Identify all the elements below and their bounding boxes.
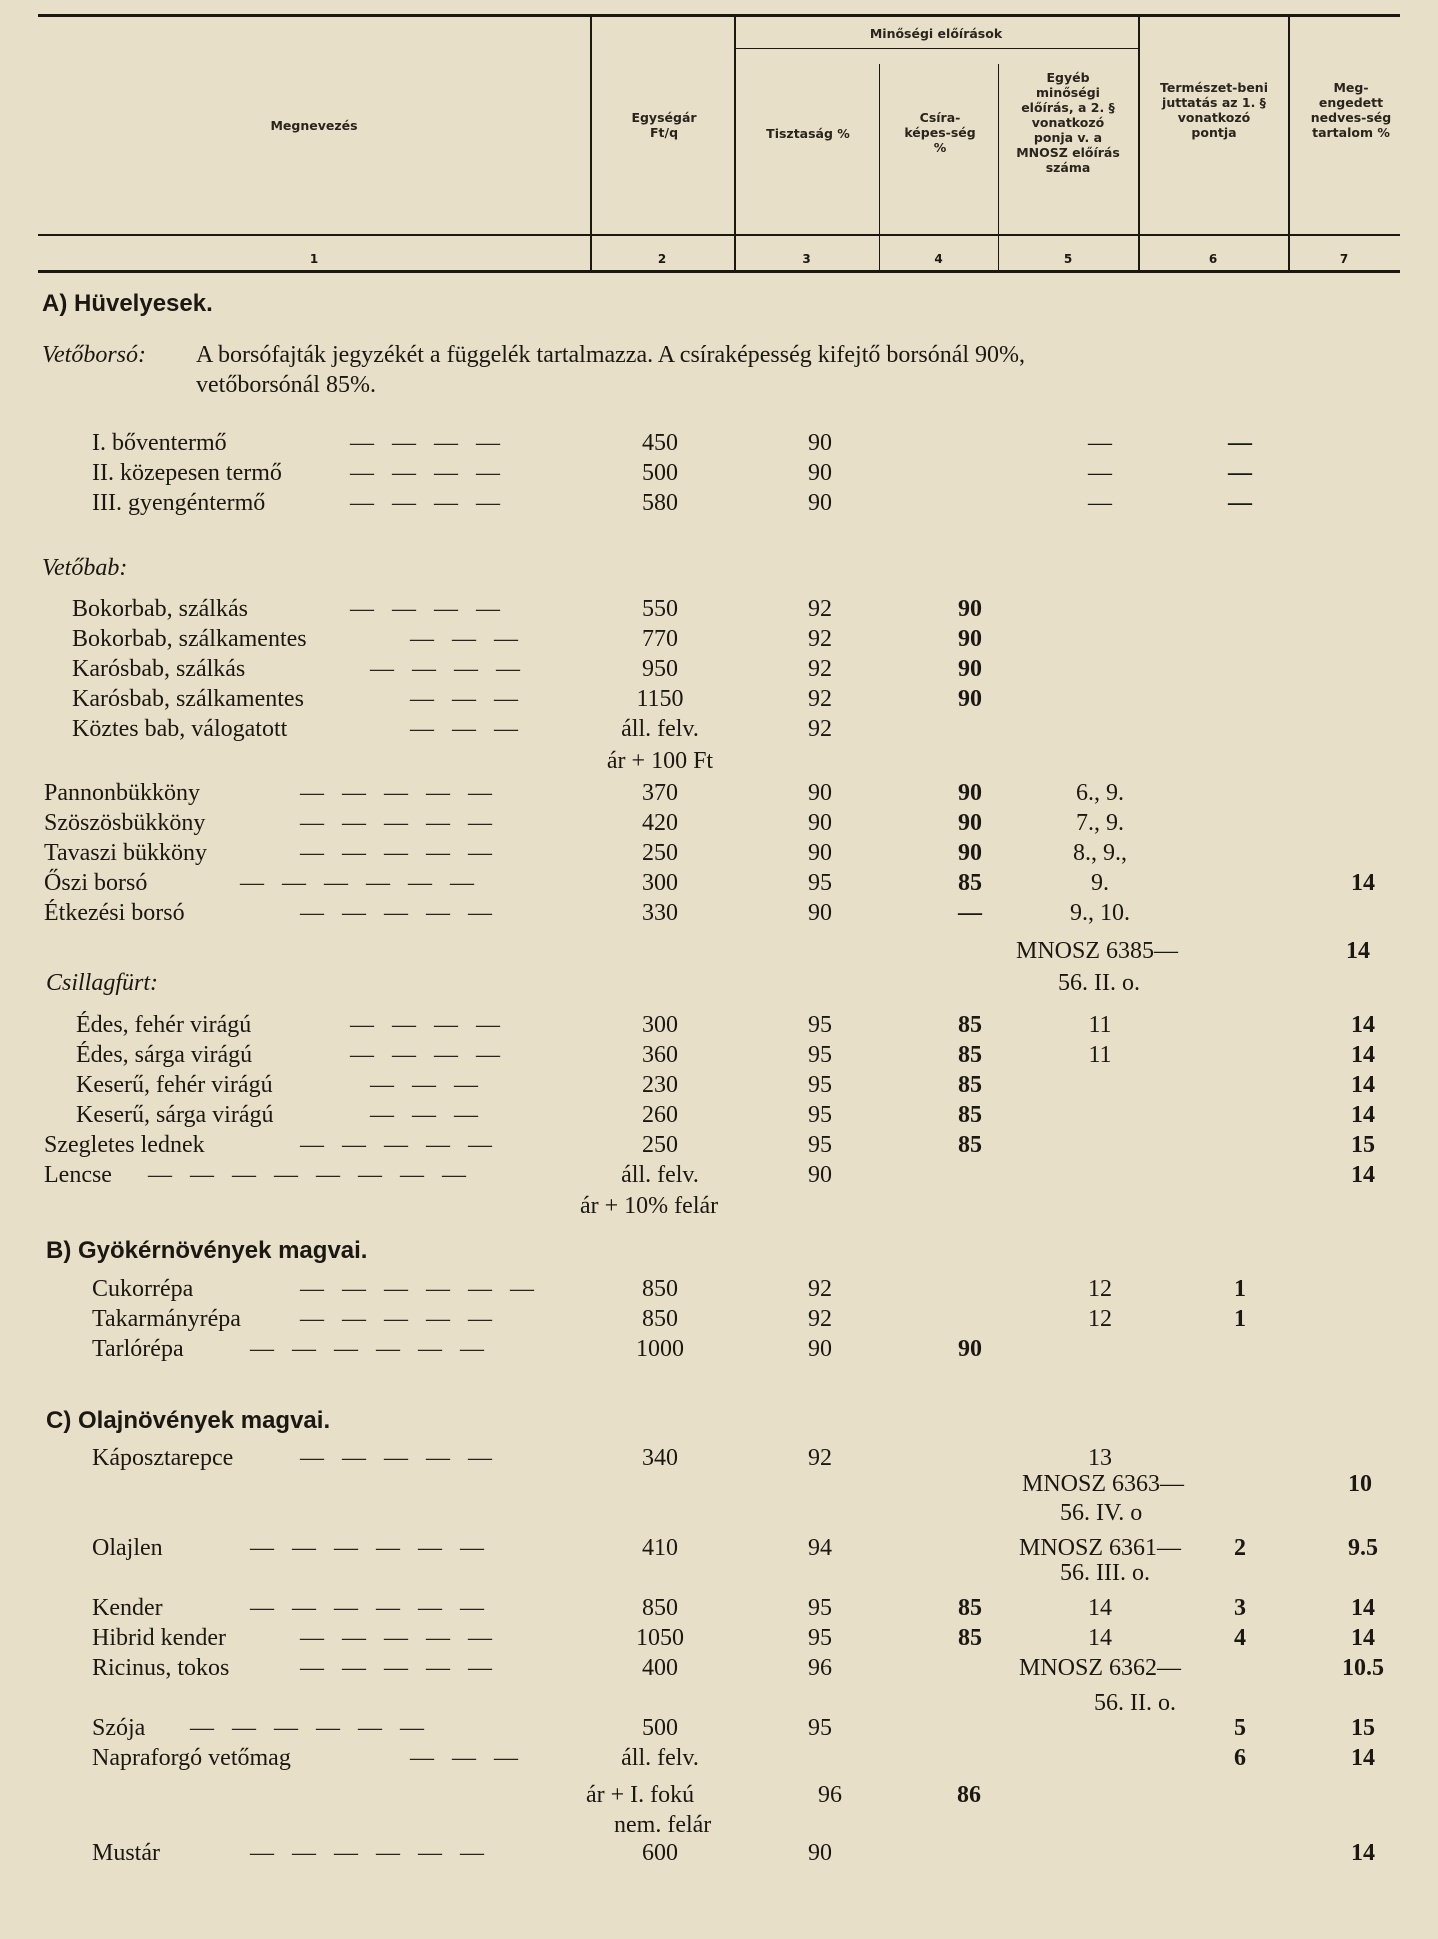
- col-number: 6: [1208, 252, 1218, 266]
- germination-value: 90: [958, 656, 982, 682]
- purity-value: 95: [808, 1012, 832, 1038]
- leader-dashes: — — —: [370, 1102, 484, 1128]
- leader-dashes: — — — — —: [300, 1306, 498, 1332]
- col-divider: [734, 16, 736, 272]
- table-row: [0, 594, 1438, 624]
- unit-price: 1050: [636, 1625, 684, 1651]
- leader-dashes: — — — — —: [300, 810, 498, 836]
- leader-dashes: — — — —: [350, 1042, 506, 1068]
- moisture-value: 14: [1351, 1840, 1375, 1866]
- top-rule: [38, 14, 1400, 17]
- price-continuation: ár + 100 Ft: [606, 748, 714, 774]
- item-name: Cukorrépa: [92, 1276, 194, 1302]
- header-bottom-rule: [38, 270, 1400, 273]
- other-continuation: 56. II. o.: [1094, 1690, 1176, 1716]
- unit-price: áll. felv.: [621, 1162, 699, 1188]
- section-heading: B) Gyökérnövények magvai.: [46, 1237, 368, 1264]
- table-row: [0, 714, 1438, 744]
- moisture-value: 14: [1351, 1102, 1375, 1128]
- item-name: Lencse: [44, 1162, 112, 1188]
- purity-value: 92: [808, 596, 832, 622]
- col-header-natural: Természet-beni juttatás az 1. § vonatkozó pontja: [1160, 80, 1268, 140]
- leader-dashes: — — —: [410, 626, 524, 652]
- unit-price: 770: [642, 626, 678, 652]
- col-number: 1: [309, 252, 319, 266]
- note-text: A borsófajták jegyzékét a függelék tartalmazza. A csíraképesség kifejtő borsónál 90%,: [196, 342, 1026, 368]
- purity-value: 90: [808, 840, 832, 866]
- item-name: Pannonbükköny: [44, 780, 200, 806]
- other-requirement: 12: [1088, 1276, 1112, 1302]
- table-row: [0, 1838, 1438, 1868]
- unit-price: 550: [642, 596, 678, 622]
- unit-price: 600: [642, 1840, 678, 1866]
- leader-dashes: — — — — — — — —: [148, 1162, 472, 1188]
- item-name: Tarlórépa: [92, 1336, 184, 1362]
- leader-dashes: — — —: [410, 686, 524, 712]
- germination-value: 85: [958, 1625, 982, 1651]
- leader-dashes: — — — —: [350, 460, 506, 486]
- col-header-purity: Tisztaság %: [766, 126, 850, 141]
- germination-value: 90: [958, 626, 982, 652]
- unit-price: 410: [642, 1535, 678, 1561]
- moisture-value: 14: [1351, 870, 1375, 896]
- table-row: [0, 778, 1438, 808]
- other-requirement: 8., 9.,: [1073, 840, 1127, 866]
- section-heading: A) Hüvelyesek.: [42, 290, 213, 317]
- table-row: [0, 428, 1438, 458]
- col-header-other: Egyéb minőségi előírás, a 2. § vonatkozó ponja v. a MNOSZ előírás száma: [1016, 70, 1120, 175]
- moisture-value: 9.5: [1348, 1535, 1378, 1561]
- leader-dashes: — — — — — —: [250, 1595, 490, 1621]
- table-row: [0, 1443, 1438, 1473]
- col-divider: [590, 16, 592, 272]
- other-continuation: MNOSZ 6385—: [1016, 938, 1179, 964]
- germination-value: 90: [958, 780, 982, 806]
- section-heading: C) Olajnövények magvai.: [46, 1407, 331, 1434]
- unit-price: 400: [642, 1655, 678, 1681]
- unit-price: 230: [642, 1072, 678, 1098]
- purity-value: 96: [808, 1655, 832, 1681]
- natural-allowance: 1: [1234, 1276, 1246, 1302]
- unit-price: 250: [642, 840, 678, 866]
- natural-allowance: —: [1228, 460, 1252, 486]
- other-requirement: 14: [1088, 1595, 1112, 1621]
- germination-value: 85: [958, 1102, 982, 1128]
- unit-price: 300: [642, 1012, 678, 1038]
- purity-value: 95: [808, 1595, 832, 1621]
- subsection-label: Vetőborsó:: [42, 342, 146, 368]
- germination-value: 85: [958, 1595, 982, 1621]
- natural-allowance: 3: [1234, 1595, 1246, 1621]
- purity-value: 92: [808, 1306, 832, 1332]
- leader-dashes: — — — —: [350, 1012, 506, 1038]
- col-divider: [879, 64, 880, 272]
- purity-value: 92: [808, 1276, 832, 1302]
- table-row: [0, 898, 1438, 928]
- leader-dashes: — — — — —: [300, 900, 498, 926]
- purity-value: 95: [808, 1042, 832, 1068]
- leader-dashes: — — — — —: [300, 1445, 498, 1471]
- table-row: [0, 1533, 1438, 1563]
- leader-dashes: — — — — — —: [250, 1840, 490, 1866]
- purity-value: 94: [808, 1535, 832, 1561]
- table-row: [0, 1713, 1438, 1743]
- purity-value: 90: [808, 810, 832, 836]
- germination-value: 85: [958, 870, 982, 896]
- moisture-value: 14: [1351, 1162, 1375, 1188]
- unit-price: 850: [642, 1595, 678, 1621]
- item-name: Őszi borsó: [44, 870, 148, 896]
- other-requirement: MNOSZ 6361—: [1018, 1535, 1181, 1561]
- group-underline: [734, 48, 1138, 49]
- unit-price: 340: [642, 1445, 678, 1471]
- leader-dashes: — — —: [410, 716, 524, 742]
- unit-price: 330: [642, 900, 678, 926]
- table-row: [0, 1274, 1438, 1304]
- subsection-label: Vetőbab:: [42, 555, 128, 581]
- table-row: [0, 1593, 1438, 1623]
- purity-value: 90: [808, 780, 832, 806]
- table-row: [0, 1743, 1438, 1773]
- moisture-value: 14: [1351, 1625, 1375, 1651]
- purity-value: 90: [808, 1162, 832, 1188]
- other-requirement: —: [1088, 490, 1112, 516]
- table-row: [0, 488, 1438, 518]
- other-continuation: 56. IV. o: [1060, 1500, 1143, 1526]
- col-header-name: Megnevezés: [270, 118, 358, 133]
- item-name: III. gyengéntermő: [92, 490, 266, 516]
- germination-value: 90: [958, 596, 982, 622]
- table-row: [0, 1010, 1438, 1040]
- germination-value: 90: [958, 810, 982, 836]
- table-row: [0, 684, 1438, 714]
- germination-continuation: 86: [957, 1782, 981, 1808]
- col-number: 5: [1063, 252, 1073, 266]
- natural-allowance: 4: [1234, 1625, 1246, 1651]
- other-requirement: 14: [1088, 1625, 1112, 1651]
- price-continuation: ár + 10% felár: [580, 1193, 719, 1219]
- col-divider: [998, 64, 999, 272]
- natural-allowance: 1: [1234, 1306, 1246, 1332]
- item-name: Kender: [92, 1595, 163, 1621]
- leader-dashes: — — — — —: [300, 780, 498, 806]
- unit-price: 360: [642, 1042, 678, 1068]
- item-name: Édes, fehér virágú: [76, 1012, 252, 1038]
- purity-value: 90: [808, 900, 832, 926]
- purity-value: 92: [808, 1445, 832, 1471]
- unit-price: 420: [642, 810, 678, 836]
- other-requirement: 11: [1088, 1012, 1112, 1038]
- item-name: Köztes bab, válogatott: [72, 716, 288, 742]
- item-name: Mustár: [92, 1840, 160, 1866]
- unit-price: áll. felv.: [621, 716, 699, 742]
- unit-price: 500: [642, 1715, 678, 1741]
- purity-value: 95: [808, 1132, 832, 1158]
- other-requirement: 12: [1088, 1306, 1112, 1332]
- col-header-germination: Csíra-képes-ség %: [904, 110, 976, 155]
- purity-value: 92: [808, 626, 832, 652]
- leader-dashes: — — — — —: [300, 840, 498, 866]
- subsection-label: Csillagfürt:: [46, 970, 159, 996]
- col-divider: [1138, 16, 1140, 272]
- col-header-moisture: Meg-engedett nedves-ség tartalom %: [1310, 80, 1392, 140]
- leader-dashes: — — — —: [370, 656, 526, 682]
- natural-allowance: 2: [1234, 1535, 1246, 1561]
- natural-allowance: —: [1228, 430, 1252, 456]
- table-row: [0, 1653, 1438, 1683]
- natural-allowance: —: [1228, 490, 1252, 516]
- unit-price: 260: [642, 1102, 678, 1128]
- unit-price: 850: [642, 1306, 678, 1332]
- item-name: Étkezési borsó: [44, 900, 185, 926]
- item-name: Szöszösbükköny: [44, 810, 206, 836]
- leader-dashes: — — — — —: [300, 1655, 498, 1681]
- other-continuation: 56. III. o.: [1060, 1560, 1150, 1586]
- table-row: [0, 1623, 1438, 1653]
- table-row: [0, 1040, 1438, 1070]
- moisture-continuation: 10: [1348, 1471, 1372, 1497]
- other-requirement: 13: [1088, 1445, 1112, 1471]
- germination-value: 85: [958, 1012, 982, 1038]
- moisture-value: 14: [1351, 1042, 1375, 1068]
- germination-value: 85: [958, 1132, 982, 1158]
- item-name: Olajlen: [92, 1535, 163, 1561]
- item-name: Édes, sárga virágú: [76, 1042, 253, 1068]
- germination-value: 85: [958, 1042, 982, 1068]
- germination-value: 90: [958, 840, 982, 866]
- other-requirement: 7., 9.: [1076, 810, 1124, 836]
- item-name: I. bőventermő: [92, 430, 227, 456]
- purity-value: 95: [808, 1072, 832, 1098]
- leader-dashes: — — — — — —: [190, 1715, 430, 1741]
- group-title: Minőségi előírások: [869, 26, 1003, 41]
- table-row: [0, 838, 1438, 868]
- moisture-value: 15: [1351, 1132, 1375, 1158]
- other-requirement: 6., 9.: [1076, 780, 1124, 806]
- table-row: [0, 624, 1438, 654]
- item-name: Ricinus, tokos: [92, 1655, 230, 1681]
- natural-allowance: 5: [1234, 1715, 1246, 1741]
- item-name: Karósbab, szálkás: [72, 656, 246, 682]
- leader-dashes: — — — —: [350, 490, 506, 516]
- table-row: [0, 458, 1438, 488]
- table-row: [0, 808, 1438, 838]
- leader-dashes: — — — —: [350, 596, 506, 622]
- table-header: [38, 14, 1400, 276]
- table-row: [0, 1334, 1438, 1364]
- col-number: 3: [802, 252, 811, 266]
- unit-price: 850: [642, 1276, 678, 1302]
- unit-price: 300: [642, 870, 678, 896]
- col-header-price: Egységár Ft/q: [631, 110, 697, 140]
- leader-dashes: — — — — — —: [240, 870, 480, 896]
- item-name: Szója: [92, 1715, 146, 1741]
- other-continuation: MNOSZ 6363—: [1022, 1471, 1185, 1497]
- leader-dashes: — — — — —: [300, 1625, 498, 1651]
- germination-value: 85: [958, 1072, 982, 1098]
- other-requirement: MNOSZ 6362—: [1018, 1655, 1181, 1681]
- leader-dashes: — — — — — —: [250, 1535, 490, 1561]
- item-name: Bokorbab, szálkamentes: [72, 626, 307, 652]
- purity-value: 90: [808, 1336, 832, 1362]
- unit-price: 450: [642, 430, 678, 456]
- table-row: [0, 1070, 1438, 1100]
- purity-value: 95: [808, 1625, 832, 1651]
- item-name: Keserű, sárga virágú: [76, 1102, 274, 1128]
- moisture-value: 14: [1351, 1072, 1375, 1098]
- table-row: [0, 1304, 1438, 1334]
- moisture-value: 14: [1351, 1012, 1375, 1038]
- unit-price: 1150: [636, 686, 684, 712]
- other-requirement: —: [1088, 430, 1112, 456]
- col-number: 4: [934, 252, 943, 266]
- leader-dashes: — — — —: [350, 430, 506, 456]
- purity-value: 92: [808, 686, 832, 712]
- item-name: Napraforgó vetőmag: [92, 1745, 291, 1771]
- purity-value: 95: [808, 1715, 832, 1741]
- purity-value: 92: [808, 656, 832, 682]
- other-requirement: 9.: [1091, 870, 1109, 896]
- unit-price: 370: [642, 780, 678, 806]
- item-name: Hibrid kender: [92, 1625, 226, 1651]
- purity-value: 95: [808, 1102, 832, 1128]
- table-row: [0, 1160, 1438, 1190]
- table-row: [0, 654, 1438, 684]
- unit-price: 500: [642, 460, 678, 486]
- germination-value: 90: [958, 686, 982, 712]
- unit-price: 580: [642, 490, 678, 516]
- leader-dashes: — — —: [410, 1745, 524, 1771]
- purity-value: 90: [808, 430, 832, 456]
- header-mid-rule: [38, 234, 1400, 236]
- moisture-value: 15: [1351, 1715, 1375, 1741]
- col-divider: [1288, 16, 1290, 272]
- leader-dashes: — — — — — —: [250, 1336, 490, 1362]
- item-name: Takarmányrépa: [92, 1306, 241, 1332]
- unit-price: 1000: [636, 1336, 684, 1362]
- other-requirement: 11: [1088, 1042, 1112, 1068]
- purity-continuation: 96: [818, 1782, 842, 1808]
- purity-value: 90: [808, 490, 832, 516]
- germination-value: —: [958, 900, 982, 926]
- natural-allowance: 6: [1234, 1745, 1246, 1771]
- other-requirement: 9., 10.: [1070, 900, 1130, 926]
- table-row: [0, 1100, 1438, 1130]
- price-continuation: ár + I. fokú: [586, 1782, 695, 1808]
- other-continuation: 56. II. o.: [1058, 970, 1140, 996]
- item-name: Bokorbab, szálkás: [72, 596, 248, 622]
- leader-dashes: — — — — — —: [300, 1276, 540, 1302]
- unit-price: 250: [642, 1132, 678, 1158]
- purity-value: 92: [808, 716, 832, 742]
- leader-dashes: — — —: [370, 1072, 484, 1098]
- item-name: Karósbab, szálkamentes: [72, 686, 304, 712]
- col-number: 7: [1339, 252, 1349, 266]
- germination-value: 90: [958, 1336, 982, 1362]
- unit-price: áll. felv.: [621, 1745, 699, 1771]
- moisture-value: 10.5: [1342, 1655, 1384, 1681]
- purity-value: 90: [808, 460, 832, 486]
- table-row: [0, 868, 1438, 898]
- item-name: Káposztarepce: [92, 1445, 234, 1471]
- moisture-value: 14: [1351, 1595, 1375, 1621]
- moisture-continuation: 14: [1346, 938, 1370, 964]
- moisture-value: 14: [1351, 1745, 1375, 1771]
- item-name: II. közepesen termő: [92, 460, 282, 486]
- price-continuation: nem. felár: [614, 1812, 712, 1838]
- item-name: Keserű, fehér virágú: [76, 1072, 273, 1098]
- purity-value: 95: [808, 870, 832, 896]
- col-number: 2: [657, 252, 667, 266]
- note-text: vetőborsónál 85%.: [196, 372, 376, 398]
- other-requirement: —: [1088, 460, 1112, 486]
- item-name: Szegletes lednek: [44, 1132, 205, 1158]
- table-row: [0, 1130, 1438, 1160]
- unit-price: 950: [642, 656, 678, 682]
- item-name: Tavaszi bükköny: [44, 840, 207, 866]
- purity-value: 90: [808, 1840, 832, 1866]
- leader-dashes: — — — — —: [300, 1132, 498, 1158]
